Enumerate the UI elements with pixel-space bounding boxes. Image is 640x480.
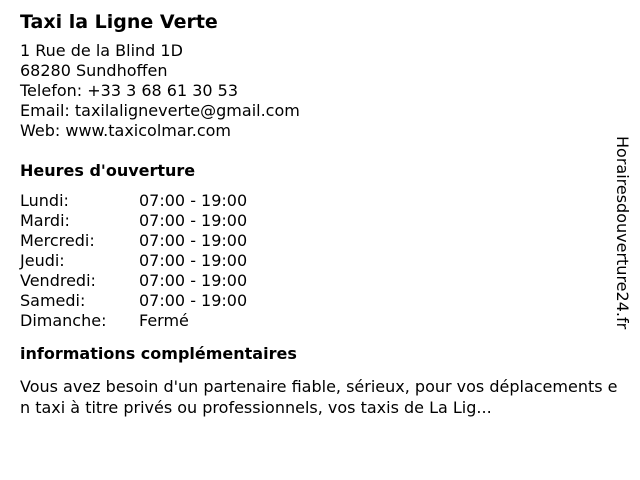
day-hours: Fermé (139, 311, 189, 330)
hours-row-vendredi (20, 271, 610, 291)
additional-info-heading: informations complémentaires (20, 344, 297, 363)
address-line-1: 1 Rue de la Blind 1D (20, 41, 183, 60)
hours-row-mardi (20, 211, 610, 231)
day-label: Jeudi: (20, 251, 65, 270)
day-hours: 07:00 - 19:00 (139, 191, 248, 210)
phone-number: Telefon: +33 3 68 61 30 53 (20, 81, 239, 100)
day-hours: 07:00 - 19:00 (139, 251, 248, 270)
day-label: Lundi: (20, 191, 69, 210)
additional-info-text: Vous avez besoin d'un partenaire fiable, sérieux, pour vos déplacements en taxi à titre privés ou professionnels, vos taxis de La Lig... (20, 377, 618, 417)
email-address: Email: taxilaligneverte@gmail.com (20, 101, 300, 120)
hours-row-lundi (20, 191, 610, 211)
day-hours: 07:00 - 19:00 (139, 231, 248, 250)
hours-row-jeudi (20, 251, 610, 271)
day-hours: 07:00 - 19:00 (139, 271, 248, 290)
day-label: Samedi: (20, 291, 86, 310)
day-hours: 07:00 - 19:00 (139, 211, 248, 230)
opening-hours-table (20, 191, 610, 331)
business-card (20, 10, 618, 418)
hours-row-dimanche (20, 311, 610, 331)
address-line-2: 68280 Sundhoffen (20, 61, 168, 80)
watermark-text: Horairesdouverture24.fr (613, 136, 632, 330)
website: Web: www.taxicolmar.com (20, 121, 232, 140)
business-name: Taxi la Ligne Verte (20, 11, 218, 33)
day-label: Mercredi: (20, 231, 95, 250)
opening-hours-heading: Heures d'ouverture (20, 161, 196, 180)
hours-row-mercredi (20, 231, 610, 251)
hours-row-samedi (20, 291, 610, 311)
day-label: Vendredi: (20, 271, 96, 290)
day-label: Dimanche: (20, 311, 107, 330)
day-label: Mardi: (20, 211, 70, 230)
day-hours: 07:00 - 19:00 (139, 291, 248, 310)
